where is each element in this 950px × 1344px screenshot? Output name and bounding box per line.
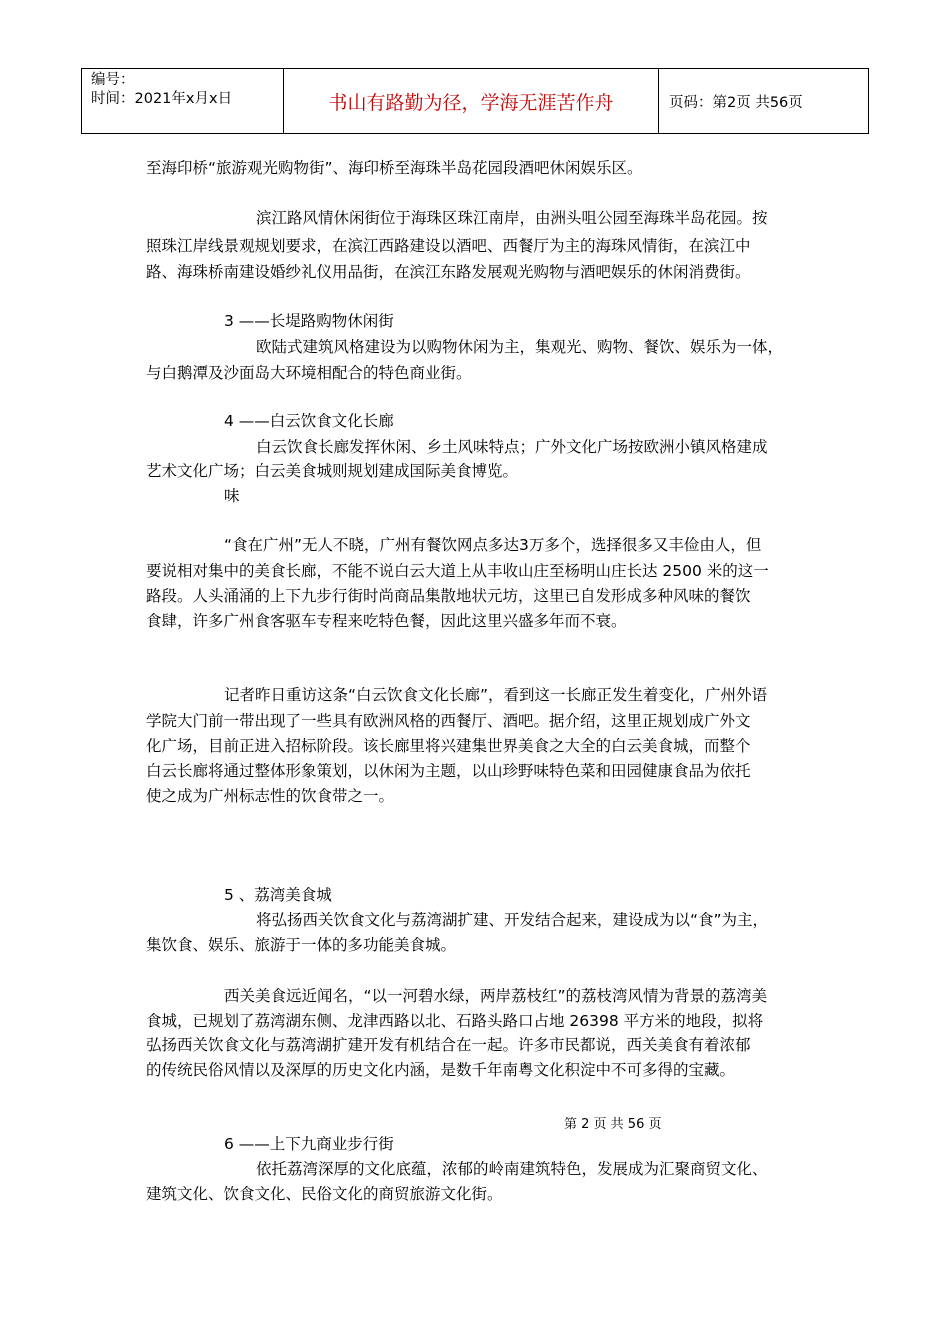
body-line: 使之成为广州标志性的饮食带之一。 (146, 787, 395, 805)
body-line: 食城，已规划了荔湾湖东侧、龙津西路以北、石路头路口占地 26398 平方米的地段，拟将 (146, 1012, 764, 1030)
body-line: 味 (224, 487, 240, 505)
body-line: 依托荔湾深厚的文化底蕴，浓郁的岭南建筑特色，发展成为汇聚商贸文化、 (256, 1160, 768, 1178)
body-line: 与白鹅潭及沙面岛大环境相配合的特色商业街。 (146, 364, 472, 382)
body-line: 集饮食、娱乐、旅游于一体的多功能美食城。 (146, 936, 457, 954)
body-line: 欧陆式建筑风格建设为以购物休闲为主，集观光、购物、餐饮、娱乐为一体， (256, 338, 784, 356)
body-line: 路段。人头涌涌的上下九步行街时尚商品集散地状元坊，这里已自发形成多种风味的餐饮 (146, 587, 751, 605)
body-line: 要说相对集中的美食长廊，不能不说白云大道上从丰收山庄至杨明山庄长达 2500 米的这一 (146, 562, 769, 580)
section-heading: 4 ——白云饮食文化长廊 (224, 412, 394, 430)
section-heading: 3 ——长堤路购物休闲街 (224, 312, 394, 330)
body-line: 至海印桥“旅游观光购物街”、海印桥至海珠半岛花园段酒吧休闲娱乐区。 (146, 159, 643, 177)
number-label: 编号： (91, 72, 135, 88)
body-line: 弘扬西关饮食文化与荔湾湖扩建开发有机结合在一起。许多市民都说，西关美食有着浓郁 (146, 1036, 751, 1054)
body-line: 的传统民俗风情以及深厚的历史文化内涵，是数千年南粤文化积淀中不可多得的宝藏。 (146, 1061, 736, 1079)
section-heading: 5 、荔湾美食城 (224, 886, 332, 904)
body-line: 记者昨日重访这条“白云饮食文化长廊”，看到这一长廊正发生着变化，广州外语 (224, 686, 768, 704)
body-line: 西关美食远近闻名，“以一河碧水绿，两岸荔枝红”的荔枝湾风情为背景的荔湾美 (224, 987, 768, 1005)
body-line: 滨江路风情休闲街位于海珠区珠江南岸，由洲头咀公园至海珠半岛花园。按 (256, 209, 768, 227)
header-meta (82, 69, 283, 133)
body-line: 化广场，目前正进入招标阶段。该长廊里将兴建集世界美食之大全的白云美食城，而整个 (146, 737, 751, 755)
body-line: 路、海珠桥南建设婚纱礼仪用品街，在滨江东路发展观光购物与酒吧娱乐的休闲消费街。 (146, 263, 751, 281)
body-line: 学院大门前一带出现了一些具有欧洲风格的西餐厅、酒吧。据介绍，这里正规划成广外文 (146, 712, 751, 730)
body-line: 照珠江岸线景观规划要求，在滨江西路建设以酒吧、西餐厅为主的海珠风情街，在滨江中 (146, 237, 751, 255)
time-label: 时间：2021年x月x日 (91, 91, 233, 107)
body-line: 建筑文化、饮食文化、民俗文化的商贸旅游文化街。 (146, 1185, 503, 1203)
page-header (81, 68, 869, 134)
body-line: 食肆，许多广州食客驱车专程来吃特色餐，因此这里兴盛多年而不衰。 (146, 612, 627, 630)
body-line: 白云饮食长廊发挥休闲、乡土风味特点；广外文化广场按欧洲小镇风格建成 (256, 438, 768, 456)
body-line: 将弘扬西关饮食文化与荔湾湖扩建、开发结合起来，建设成为以“食”为主， (256, 911, 769, 929)
header-page-info: 页码：第2页 共56页 (658, 69, 868, 133)
body-line: 艺术文化广场；白云美食城则规划建成国际美食博览。 (146, 462, 519, 480)
section-heading: 6 ——上下九商业步行街 (224, 1135, 394, 1153)
header-motto: 书山有路勤为径，学海无涯苦作舟 (283, 69, 658, 133)
page-footer: 第 2 页 共 56 页 (564, 1117, 662, 1132)
body-line: 白云长廊将通过整体形象策划，以休闲为主题，以山珍野味特色菜和田园健康食品为依托 (146, 762, 751, 780)
body-line: “食在广州”无人不晓，广州有餐饮网点多达3万多个，选择很多又丰俭由人，但 (224, 536, 762, 554)
